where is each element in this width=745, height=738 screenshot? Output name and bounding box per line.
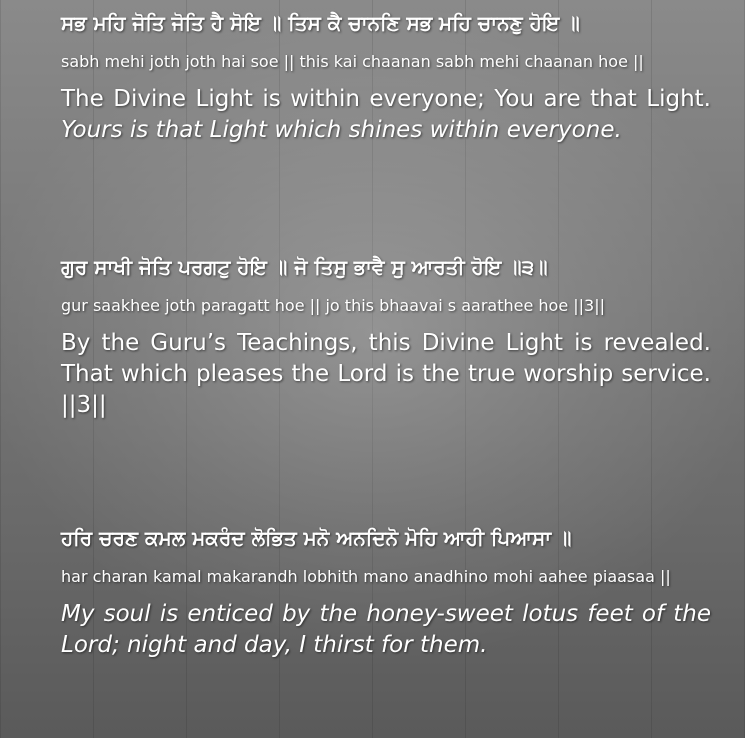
translation-line-2: Yours is that Light which shines within everyone. (61, 117, 622, 143)
gurmukhi-line: ਸਭ ਮਹਿ ਜੋਤਿ ਜੋਤਿ ਹੈ ਸੋਇ ॥ ਤਿਸ ਕੈ ਚਾਨਣਿ ਸਭ ਮਹਿ ਚਾਨਣੁ ਹੋਇ ॥ (61, 11, 580, 35)
translation-text: My soul is enticed by the honey-sweet lotus feet of the Lord; night and day, I thirst for them. (61, 601, 711, 658)
translation-text (61, 84, 711, 146)
transliteration-line: gur saakhee joth paragatt hoe || jo this bhaavai s aarathee hoe ||3|| (61, 296, 605, 315)
gurmukhi-line: ਗੁਰ ਸਾਖੀ ਜੋਤਿ ਪਰਗਟੁ ਹੋਇ ॥ ਜੋ ਤਿਸੁ ਭਾਵੈ ਸੁ ਆਰਤੀ ਹੋਇ ॥੩॥ (61, 255, 548, 279)
transliteration-line: har charan kamal makarandh lobhith mano anadhino mohi aahee piaasaa || (61, 567, 671, 586)
translation-text: By the Guru’s Teachings, this Divine Light is revealed. That which pleases the Lord is the true worship service. ||3|| (61, 330, 711, 418)
transliteration-line: sabh mehi joth joth hai soe || this kai chaanan sabh mehi chaanan hoe || (61, 52, 644, 71)
verse-block-3 (61, 525, 721, 661)
verse-block-1 (61, 10, 721, 146)
translation-line-1: The Divine Light is within everyone; You are that Light. (61, 86, 711, 112)
verse-block-2 (61, 254, 721, 421)
gurmukhi-line: ਹਰਿ ਚਰਣ ਕਮਲ ਮਕਰੰਦ ਲੋਭਿਤ ਮਨੋ ਅਨਦਿਨੋ ਮੋਹਿ ਆਹੀ ਪਿਆਸਾ ॥ (61, 526, 572, 550)
